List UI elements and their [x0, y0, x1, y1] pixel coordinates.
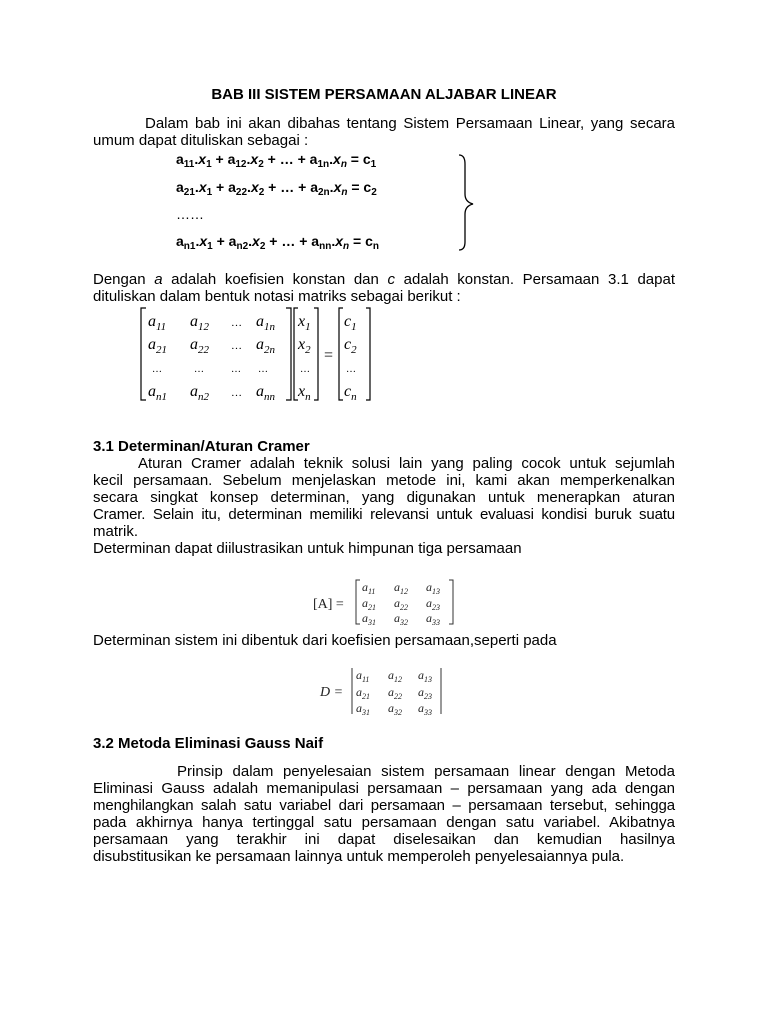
equation-row-2: $a_{21}.x_1 + a_{22}.x_2$ + … + $a_{2n}.x_n = c_2$ — [176, 179, 377, 198]
svg-text:…: … — [231, 387, 242, 399]
s32-line-5: persamaan yang terakhir ini dapat diselesaikan dan kemudian hasilnya — [93, 831, 675, 848]
s32-line-3: menghilangkan salah satu variabel dari persamaan – persamaan tersebut, sehingga — [93, 797, 675, 814]
s31-line-2: kecil persamaan. Sebelum menjelaskan metode ini, kami akan memperkenalkan — [93, 472, 675, 489]
svg-text:xn: $x_n$ — [298, 383, 311, 403]
system-brace — [455, 152, 479, 252]
svg-text:…: … — [231, 340, 242, 352]
determinant-d-svg — [318, 666, 448, 718]
s31-line-5: matrik. — [93, 523, 138, 540]
svg-text:c2: $c_2$ — [344, 336, 357, 356]
section-3-2-paragraph — [93, 763, 675, 865]
svg-text:a22: $a_{22}$ — [190, 336, 209, 356]
s31-line-6: Determinan dapat diilustrasikan untuk himpunan tiga persamaan — [93, 540, 522, 557]
svg-text:a33: $a_{33}$ — [418, 701, 432, 717]
matrix-intro-line-2: dituliskan dalam bentuk notasi matriks sebagai berikut : — [93, 288, 461, 305]
svg-text:a22: $a_{22}$ — [388, 685, 402, 701]
svg-text:a21: $a_{21}$ — [356, 685, 370, 701]
intro-line-1: Dalam bab ini akan dibahas tentang Sistem Persamaan Linear, yang secara — [145, 115, 675, 132]
s31-line-4: Cramer. Selain itu, determinan memiliki relevansi untuk evaluasi kondisi buruk suatu — [93, 506, 675, 523]
svg-text:a11: $a_{11}$ — [356, 668, 370, 684]
section-3-1-paragraph — [93, 455, 675, 557]
s32-line-1: Prinsip dalam penyelesaian sistem persamaan linear dengan Metoda — [177, 763, 675, 780]
svg-text:a21: $a_{21}$ — [148, 336, 167, 356]
svg-text:…: … — [300, 364, 310, 375]
intro-line-2: umum dapat dituliskan sebagai : — [93, 132, 309, 149]
determinant-formed-line: Determinan sistem ini dibentuk dari koefisien persamaan,seperti pada — [93, 632, 557, 649]
determinant-d-label: D = — [320, 685, 344, 700]
svg-text:a13: $a_{13}$ — [418, 668, 432, 684]
matrix-a — [310, 578, 460, 632]
svg-text:a2n: $a_{2n}$ — [256, 336, 275, 356]
svg-text:x2: $x_2$ — [298, 336, 311, 356]
s31-line-3: secara singkat konsep determinan, yang digunakan untuk menerapkan aturan — [93, 489, 675, 506]
s32-line-2: Eliminasi Gauss adalah memanipulasi persamaan – persamaan yang ada dengan — [93, 780, 675, 797]
svg-text:a23: $a_{23}$ — [426, 596, 440, 612]
s32-line-4: pada akhirnya hanya tertinggal satu persamaan dengan satu variabel. Akibatnya — [93, 814, 675, 831]
svg-text:a22: $a_{22}$ — [394, 596, 408, 612]
svg-text:a11: $a_{11}$ — [362, 580, 376, 596]
svg-text:a12: $a_{12}$ — [190, 313, 209, 333]
matrix-intro-paragraph — [93, 271, 675, 305]
equation-row-1: $a_{11}.x_1 + a_{12}.x_2$ + … + $a_{1n}.x_n = c_1$ — [176, 151, 377, 170]
s32-line-6: disubstitusikan ke persamaan lainnya untuk memperoleh penyelesaiannya pula. — [93, 848, 625, 865]
s31-line-1: Aturan Cramer adalah teknik solusi lain yang paling cocok untuk sejumlah — [138, 455, 675, 472]
section-3-1-heading: 3.1 Determinan/Aturan Cramer — [93, 438, 310, 455]
svg-text:a12: $a_{12}$ — [388, 668, 402, 684]
svg-text:a31: $a_{31}$ — [362, 611, 376, 627]
svg-text:…: … — [194, 364, 204, 375]
svg-text:ann: $a_{nn}$ — [256, 383, 275, 403]
svg-text:a31: $a_{31}$ — [356, 701, 370, 717]
svg-text:…: … — [152, 364, 162, 375]
svg-text:…: … — [346, 364, 356, 375]
svg-text:…: … — [258, 364, 268, 375]
intro-paragraph — [93, 115, 675, 149]
svg-text:…: … — [231, 364, 241, 375]
svg-text:cn: $c_n$ — [344, 383, 357, 403]
svg-text:…: … — [231, 317, 242, 329]
svg-text:x1: $x_1$ — [298, 313, 311, 333]
svg-text:a13: $a_{13}$ — [426, 580, 440, 596]
svg-text:c1: $c_1$ — [344, 313, 357, 333]
svg-text:a32: $a_{32}$ — [394, 611, 408, 627]
svg-text:a12: $a_{12}$ — [394, 580, 408, 596]
svg-text:an2: $a_{n2}$ — [190, 383, 209, 403]
svg-text:a32: $a_{32}$ — [388, 701, 402, 717]
svg-text:=: = — [324, 347, 334, 364]
matrix-a-label: [A] = — [313, 597, 344, 612]
svg-text:a23: $a_{23}$ — [418, 685, 432, 701]
svg-text:an1: $a_{n1}$ — [148, 383, 167, 403]
section-3-2-heading: 3.2 Metoda Eliminasi Gauss Naif — [93, 735, 324, 752]
svg-text:a33: $a_{33}$ — [426, 611, 440, 627]
page-title: BAB III SISTEM PERSAMAAN ALJABAR LINEAR — [211, 86, 557, 103]
svg-text:a11: $a_{11}$ — [148, 313, 167, 333]
matrix-equation — [138, 306, 378, 404]
determinant-d — [318, 666, 448, 722]
svg-text:a21: $a_{21}$ — [362, 596, 376, 612]
matrix-intro-line-1: Dengan a adalah koefisien konstan dan c adalah konstan. Persamaan 3.1 dapat — [93, 271, 675, 288]
equation-dots: …… — [176, 206, 204, 222]
matrix-a-svg — [310, 578, 460, 628]
equation-row-n: $a_{n1}.x_1 + a_{n2}.x_2$ + … + $a_{nn}.x_n = c_n$ — [176, 233, 379, 252]
svg-text:a1n: $a_{1n}$ — [256, 313, 275, 333]
